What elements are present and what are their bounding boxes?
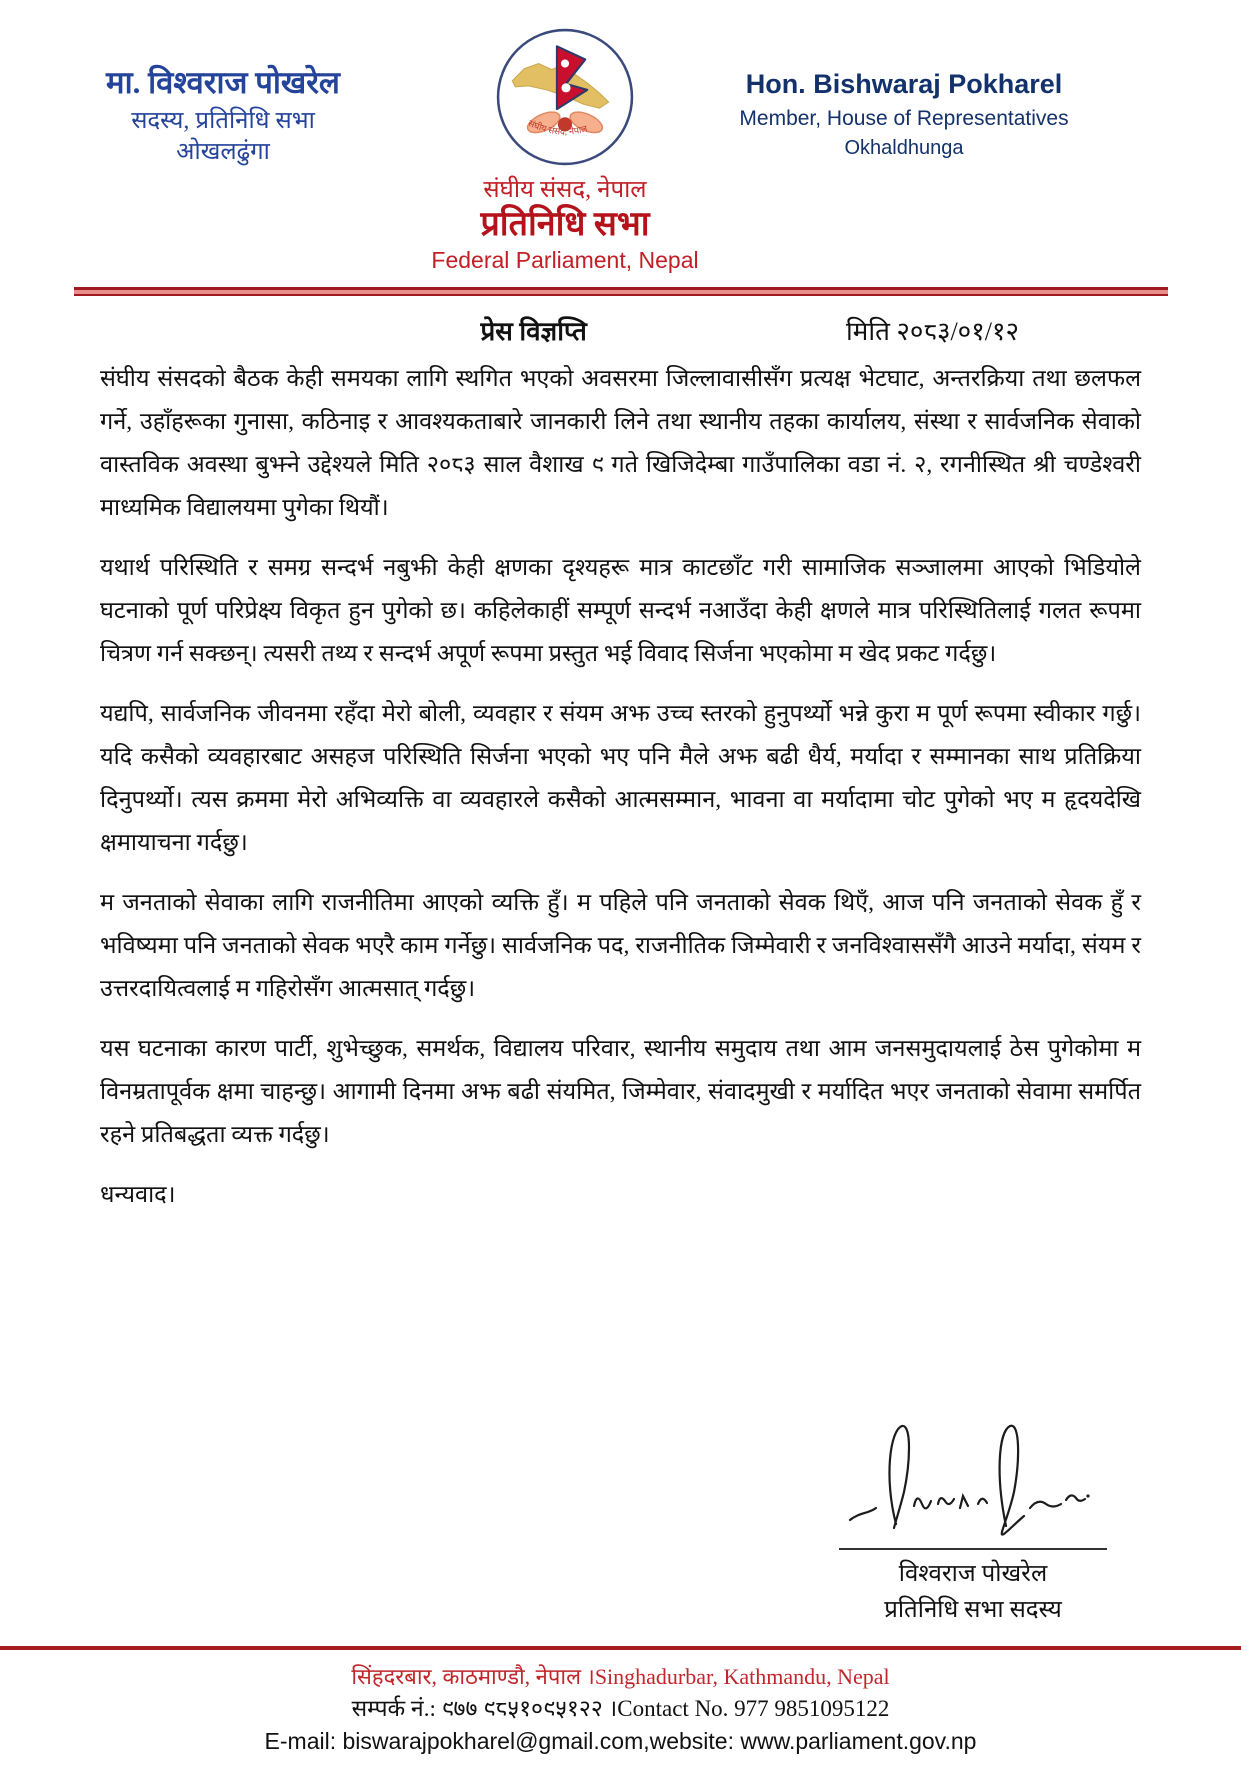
letter-body xyxy=(100,312,1141,1241)
footer-address: सिंहदरबार, काठमाण्डौ, नेपाल ।Singhadurbar, Kathmandu, Nepal xyxy=(351,1663,890,1689)
org-name-english: Federal Parliament, Nepal xyxy=(431,246,699,273)
footer-contact: सम्पर्क नं.: ९७७ ९८५१०९५१२२ ।Contact No. 977 9851095122 xyxy=(351,1695,890,1721)
press-release-title: प्रेस विज्ञप्ति xyxy=(480,317,587,346)
mp-district-nepali: ओखलढुंगा xyxy=(176,139,270,166)
footer-email-website: E-mail: biswarajpokharel@gmail.com,website: www.parliament.gov.np xyxy=(264,1727,977,1754)
signatory-name: विश्वराज पोखरेल xyxy=(898,1561,1048,1587)
paragraph-2: यथार्थ परिस्थिति र समग्र सन्दर्भ नबुझी केही क्षणका दृश्यहरू मात्र काटछाँट गरी सामाजिक सञ्जालमा आएको भिडियोले घटनाको पूर्ण परिप्रेक्ष्य विकृत हुन पुगेको छ। कहिलेकाहीं सम्पूर्ण सन्दर्भ नआउँदा केही क्षणले मात्र परिस्थितिलाई गलत रूपमा चित्रण गर्न सक्छन्। त्यसरी तथ्य र सन्दर्भ अपूर्ण रूपमा प्रस्तुत भई विवाद सिर्जना भएकोमा म खेद प्रकट गर्दछु। xyxy=(100,555,1141,667)
mp-district-english: Okhaldhunga xyxy=(844,137,964,160)
mp-role-english: Member, House of Representatives xyxy=(739,106,1069,130)
signatory-role: प्रतिनिधि सभा सदस्य xyxy=(884,1597,1062,1623)
signature-block xyxy=(823,1408,1123,1628)
footer-block xyxy=(0,1646,1241,1771)
press-release-date: मिति २०८३/०१/१२ xyxy=(846,317,1019,346)
emblem-curved-text: संघीय संसद, नेपाल xyxy=(526,118,589,137)
parliament-emblem-icon xyxy=(494,26,636,168)
house-name-nepali: प्रतिनिधि सभा xyxy=(480,206,650,243)
paragraph-5: यस घटनाका कारण पार्टी, शुभेच्छुक, समर्थक, विद्यालय परिवार, स्थानीय समुदाय तथा आम जनसमुदायलाई ठेस पुगेकोमा म विनम्रतापूर्वक क्षमा चाहन्छु। आगामी दिनमा अझ बढी संयमित, जिम्मेवार, संवादमुखी र मर्यादित भएर जनताको सेवामा समर्पित रहने प्रतिबद्धता व्यक्त गर्दछु। xyxy=(100,1036,1141,1148)
title-row xyxy=(100,312,1141,358)
handwritten-signature-icon xyxy=(838,1408,1108,1548)
closing-thanks: धन्यवाद। xyxy=(100,1182,176,1208)
paragraph-1: संघीय संसदको बैठक केही समयका लागि स्थगित भएको अवसरमा जिल्लावासीसँग प्रत्यक्ष भेटघाट, अन्तरक्रिया तथा छलफल गर्ने, उहाँहरूका गुनासा, कठिनाइ र आवश्यकताबारे जानकारी लिने तथा स्थानीय तहका कार्यालय, संस्था र सार्वजनिक सेवाको वास्तविक अवस्था बुझ्ने उद्देश्यले मिति २०८३ साल वैशाख ९ गते खिजिदेम्बा गाउँपालिका वडा नं. २, रगनीस्थित श्री चण्डेश्वरी माध्यमिक विद्यालयमा पुगेका थियौं। xyxy=(100,366,1141,521)
signature-underline xyxy=(839,1548,1107,1550)
paragraph-3: यद्यपि, सार्वजनिक जीवनमा रहँदा मेरो बोली, व्यवहार र संयम अझ उच्च स्तरको हुनुपर्थ्यो भन्ने कुरा म पूर्ण रूपमा स्वीकार गर्छु। यदि कसैको व्यवहारबाट असहज परिस्थिति सिर्जना भएको भए पनि मैले अझ बढी धैर्य, मर्यादा र सम्मानका साथ प्रतिक्रिया दिनुपर्थ्यो। त्यस क्रममा मेरो अभिव्यक्ति वा व्यवहारले कसैको आत्मसम्मान, भावना वा मर्यादामा चोट पुगेको भए म हृदयदेखि क्षमायाचना गर्दछु। xyxy=(100,701,1141,856)
org-name-nepali: संघीय संसद, नेपाल xyxy=(483,177,647,203)
mp-name-english: Hon. Bishwaraj Pokharel xyxy=(745,69,1063,99)
mp-name-nepali: मा. विश्वराज पोखरेल xyxy=(106,65,340,100)
header-divider-rule xyxy=(74,287,1168,296)
header-right-block xyxy=(700,68,1108,161)
mp-role-nepali: सदस्य, प्रतिनिधि सभा xyxy=(131,107,315,134)
footer-divider-rule xyxy=(0,1646,1241,1650)
paragraph-4: म जनताको सेवाका लागि राजनीतिमा आएको व्यक्ति हुँ। म पहिले पनि जनताको सेवक थिएँ, आज पनि जनताको सेवक हुँ र भविष्यमा पनि जनताको सेवक भएरै काम गर्नेछु। सार्वजनिक पद, राजनीतिक जिम्मेवारी र जनविश्वाससँगै आउने मर्यादा, संयम र उत्तरदायित्वलाई म गहिरोसँग आत्मसात् गर्दछु। xyxy=(100,890,1141,1002)
